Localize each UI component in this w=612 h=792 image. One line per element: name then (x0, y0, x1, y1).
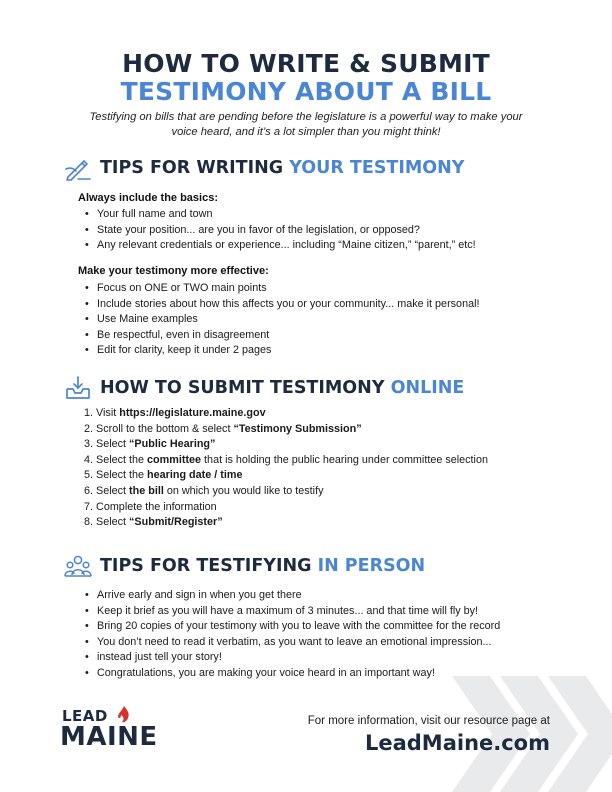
section-writing-heading (64, 155, 464, 181)
list-item: • Be respectful, even in disagreement (84, 328, 479, 344)
basics-list (84, 207, 476, 254)
intro-line: voice heard, and it’s a lot simpler than you might think! (171, 126, 441, 138)
list-item-continuation: • instead just tell your story! (84, 650, 500, 666)
effective-list (84, 281, 479, 359)
people-group-icon (64, 553, 92, 579)
list-item: • Include stories about how this affects you or your community... make it personal! (84, 297, 479, 313)
intro-line: Testifying on bills that are pending before the legislature is a powerful way to make your (89, 111, 523, 123)
page-title-line1: HOW TO WRITE & SUBMIT (122, 49, 490, 78)
lead-maine-logo (60, 707, 180, 755)
section-title: TIPS FOR WRITING YOUR TESTIMONY (100, 158, 465, 178)
section-in-person-heading (64, 553, 425, 579)
step-item: 3. Select “Public Hearing” (84, 438, 216, 451)
in-person-tips-list (84, 588, 500, 681)
step-item: 2. Scroll to the bottom & select “Testimony Submission” (84, 422, 362, 435)
intro-text (60, 110, 552, 140)
list-item: • Any relevant credentials or experience... including “Maine citizen,” “parent,” etc! (84, 238, 476, 254)
list-item: • State your position... are you in favor of the legislation, or opposed? (84, 223, 476, 239)
list-item: • Congratulations, you are making your voice heard in an important way! (84, 666, 500, 682)
more-info-text: For more information, visit our resource page at (307, 715, 550, 727)
step-item: 1. Visit https://legislature.maine.gov (84, 407, 266, 419)
list-item: • Edit for clarity, keep it under 2 pages (84, 343, 479, 359)
effective-heading: Make your testimony more effective: (78, 265, 269, 277)
logo-text-lead: LEAD (62, 707, 108, 725)
basics-heading: Always include the basics: (78, 192, 218, 204)
step-item: 8. Select “Submit/Register” (84, 516, 223, 529)
logo-text-maine: MAINE (60, 722, 158, 752)
section-title: TIPS FOR TESTIFYING IN PERSON (100, 556, 426, 576)
list-item: • Keep it brief as you will have a maximum of 3 minutes... and that time will fly by! (84, 604, 500, 620)
step-item: 6. Select the bill on which you would like to testify (84, 484, 324, 497)
list-item: • You don’t need to read it verbatim, as you want to leave an emotional impression... (84, 635, 500, 651)
step-item: 4. Select the committee that is holding the public hearing under committee selection (84, 453, 488, 466)
list-item: • Your full name and town (84, 207, 476, 223)
website-link[interactable]: LeadMaine.com (364, 731, 550, 755)
page-title-line2: TESTIMONY ABOUT A BILL (120, 77, 492, 106)
list-item: • Focus on ONE or TWO main points (84, 281, 479, 297)
section-title: HOW TO SUBMIT TESTIMONY ONLINE (100, 378, 465, 398)
section-online-heading (64, 375, 464, 401)
list-item: • Use Maine examples (84, 312, 479, 328)
link-text: https://legislature.maine.gov (119, 407, 266, 419)
step-item: 5. Select the hearing date / time (84, 469, 243, 482)
list-item: • Bring 20 copies of your testimony with you to leave with the committee for the record (84, 619, 500, 635)
list-item: • Arrive early and sign in when you get there (84, 588, 500, 604)
writing-hand-icon (64, 155, 92, 181)
inbox-download-icon (64, 375, 92, 401)
step-item: 7. Complete the information (84, 500, 217, 513)
online-steps-list (84, 406, 488, 531)
